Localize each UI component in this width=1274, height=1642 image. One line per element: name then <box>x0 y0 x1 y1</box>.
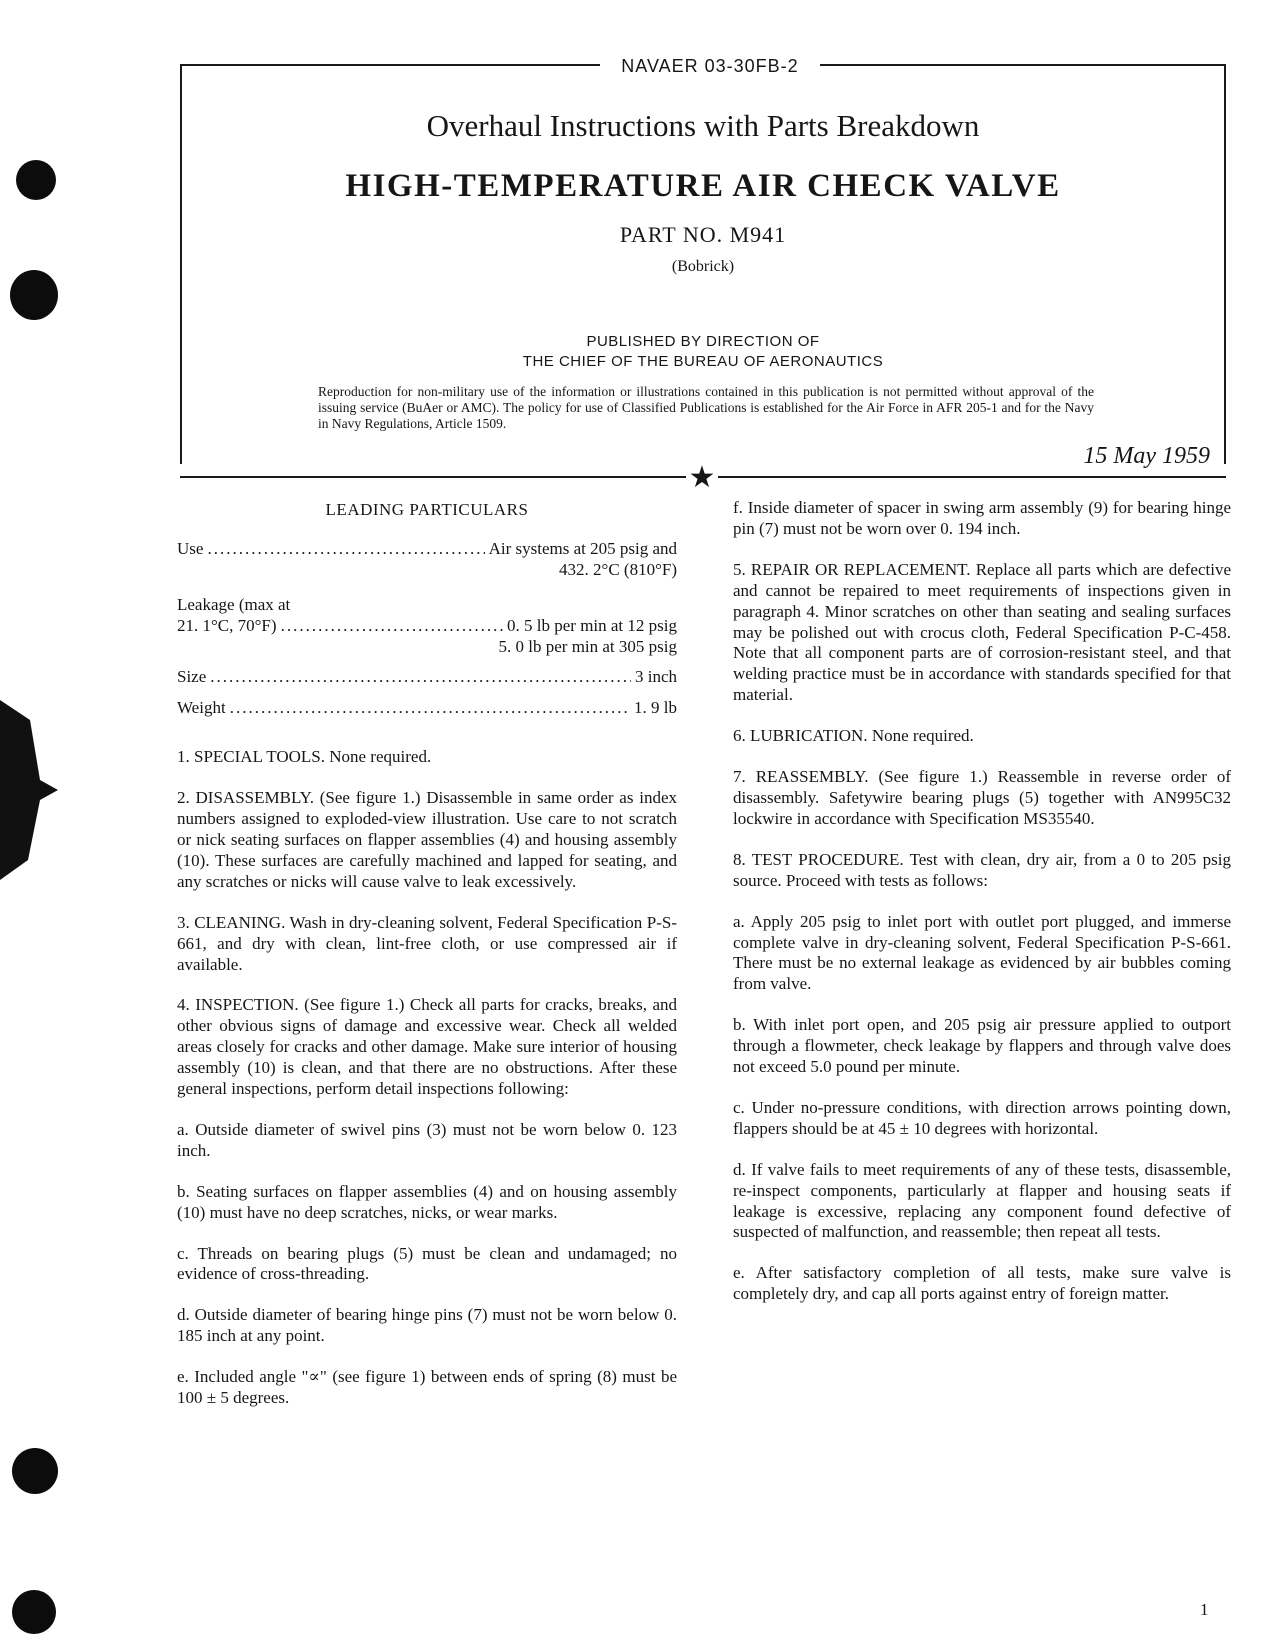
particular-value: 432. 2°C (810°F) <box>559 559 677 579</box>
document-subject: HIGH-TEMPERATURE AIR CHECK VALVE <box>345 168 1061 204</box>
leader-dots <box>210 667 631 688</box>
section-test-procedure: 8. TEST PROCEDURE. Test with clean, dry air, from a 0 to 205 psig source. Proceed with tests as follows: <box>733 849 1231 890</box>
particular-weight <box>177 698 677 719</box>
leader-dots <box>230 698 630 719</box>
right-column <box>733 498 1231 1325</box>
particular-value: Air systems at 205 psig and <box>488 538 677 558</box>
star-icon: ★ <box>686 462 718 494</box>
particular-value: 3 inch <box>634 667 677 687</box>
test-item-d: d. If valve fails to meet requirements of any of these tests, disassemble, re-inspect components, particularly at flapper and housing seats if leakage is excessive, replacing any component found defective of suspected of malfunction, and reassemble; then repeat all tests. <box>733 1159 1231 1242</box>
particular-label: Use <box>177 538 204 558</box>
test-item-e: e. After satisfactory completion of all tests, make sure valve is completely dry, and cap all ports against entry of foreign matter. <box>733 1263 1231 1304</box>
inspection-item-f: f. Inside diameter of spacer in swing arm assembly (9) for bearing hinge pin (7) must not be worn over 0. 194 inch. <box>733 498 1231 538</box>
section-special-tools: 1. SPECIAL TOOLS. None required. <box>177 747 432 767</box>
particular-label: Weight <box>177 698 226 718</box>
section-repair-replacement: 5. REPAIR OR REPLACEMENT. Replace all parts which are defective and cannot be repaired to meet requirements of inspections given in paragraph 4. Minor scratches on other than seating and sealing surfaces may be polished out with crocus cloth, Federal Specification P-C-458. Note that all component parts are of corrosion-resistant steel, and that welding practice must be in accordance with standards specified for that material. <box>733 559 1231 705</box>
particular-label: 21. 1°C, 70°F) <box>177 615 277 635</box>
section-reassembly: 7. REASSEMBLY. (See figure 1.) Reassemble in reverse order of disassembly. Safetywire bearing plugs (5) together with AN995C32 lockwire in accordance with Specification MS35540. <box>733 767 1231 828</box>
manufacturer: (Bobrick) <box>671 258 735 275</box>
publisher-line: THE CHIEF OF THE BUREAU OF AERONAUTICS <box>522 353 884 370</box>
inspection-item-e: e. Included angle "∝" (see figure 1) between ends of spring (8) must be 100 ± 5 degrees. <box>177 1367 677 1408</box>
inspection-item-a: a. Outside diameter of swivel pins (3) must not be worn below 0. 123 inch. <box>177 1119 677 1160</box>
leading-particulars-title: LEADING PARTICULARS <box>325 500 529 519</box>
particular-size <box>177 667 677 688</box>
part-number: PART NO. M941 <box>619 222 787 247</box>
section-lubrication: 6. LUBRICATION. None required. <box>733 726 974 746</box>
reproduction-notice: Reproduction for non-military use of the information or illustrations contained in this publication is not permitted without approval of the issuing service (BuAer or AMC). The policy for use of Classified Publications is established for the Air Force in AFR 205-1 and for the Navy in Navy Regulations, Article 1509. <box>318 384 1094 431</box>
section-disassembly: 2. DISASSEMBLY. (See figure 1.) Disassemble in same order as index numbers assigned to exploded-view illustration. Use care to not scratch or nick seating surfaces on flapper assemblies (4) and housing assembly (10). These surfaces are carefully machined and lapped for seating, and any scratches or nicks will cause valve to leak excessively. <box>177 788 677 891</box>
inspection-item-d: d. Outside diameter of bearing hinge pins (7) must not be worn below 0. 185 inch at any point. <box>177 1305 677 1346</box>
test-item-b: b. With inlet port open, and 205 psig air pressure applied to outport through a flowmeter, check leakage by flappers and through valve does not exceed 5.0 pound per minute. <box>733 1015 1231 1077</box>
inspection-item-c: c. Threads on bearing plugs (5) must be clean and undamaged; no evidence of cross-threading. <box>177 1243 677 1284</box>
particular-value: 1. 9 lb <box>634 698 677 718</box>
section-cleaning: 3. CLEANING. Wash in dry-cleaning solvent, Federal Specification P-S-661, and dry with clean, lint-free cloth, or use compressed air if available. <box>177 912 677 974</box>
document-number: NAVAER 03-30FB-2 <box>600 56 820 77</box>
section-inspection: 4. INSPECTION. (See figure 1.) Check all parts for cracks, breaks, and other obvious signs of damage and excessive wear. Check all welded areas closely for cracks and other damage. Make sure interior of housing assembly (10) is clean, and that there are no obstructions. After these general inspections, perform detail inspections following: <box>177 995 677 1099</box>
leader-dots <box>281 616 503 637</box>
test-item-a: a. Apply 205 psig to inlet port with outlet port plugged, and immerse complete valve in dry-cleaning solvent, Federal Specification P-S-661. There must be no external leakage as evidenced by air bubbles coming from valve. <box>733 911 1231 994</box>
particular-value: 5. 0 lb per min at 305 psig <box>498 636 677 656</box>
particular-label: Leakage (max at <box>177 594 291 614</box>
document-title: Overhaul Instructions with Parts Breakdown <box>426 108 980 143</box>
publisher-line: PUBLISHED BY DIRECTION OF <box>586 333 820 350</box>
leader-dots <box>207 539 484 560</box>
particular-label: Size <box>177 667 207 687</box>
page-number: 1 <box>1200 1600 1209 1619</box>
publication-date: 15 May 1959 <box>1083 443 1210 469</box>
particular-use <box>177 539 677 581</box>
left-column <box>177 500 677 1429</box>
particular-value: 0. 5 lb per min at 12 psig <box>507 615 677 635</box>
test-item-c: c. Under no-pressure conditions, with direction arrows pointing down, flappers should be at 45 ± 10 degrees with horizontal. <box>733 1097 1231 1138</box>
particular-leakage <box>177 595 677 658</box>
scan-edge-artifact <box>0 0 70 1642</box>
inspection-item-b: b. Seating surfaces on flapper assemblies (4) and on housing assembly (10) must have no deep scratches, nicks, or wear marks. <box>177 1181 677 1222</box>
publisher-block <box>180 332 1226 372</box>
